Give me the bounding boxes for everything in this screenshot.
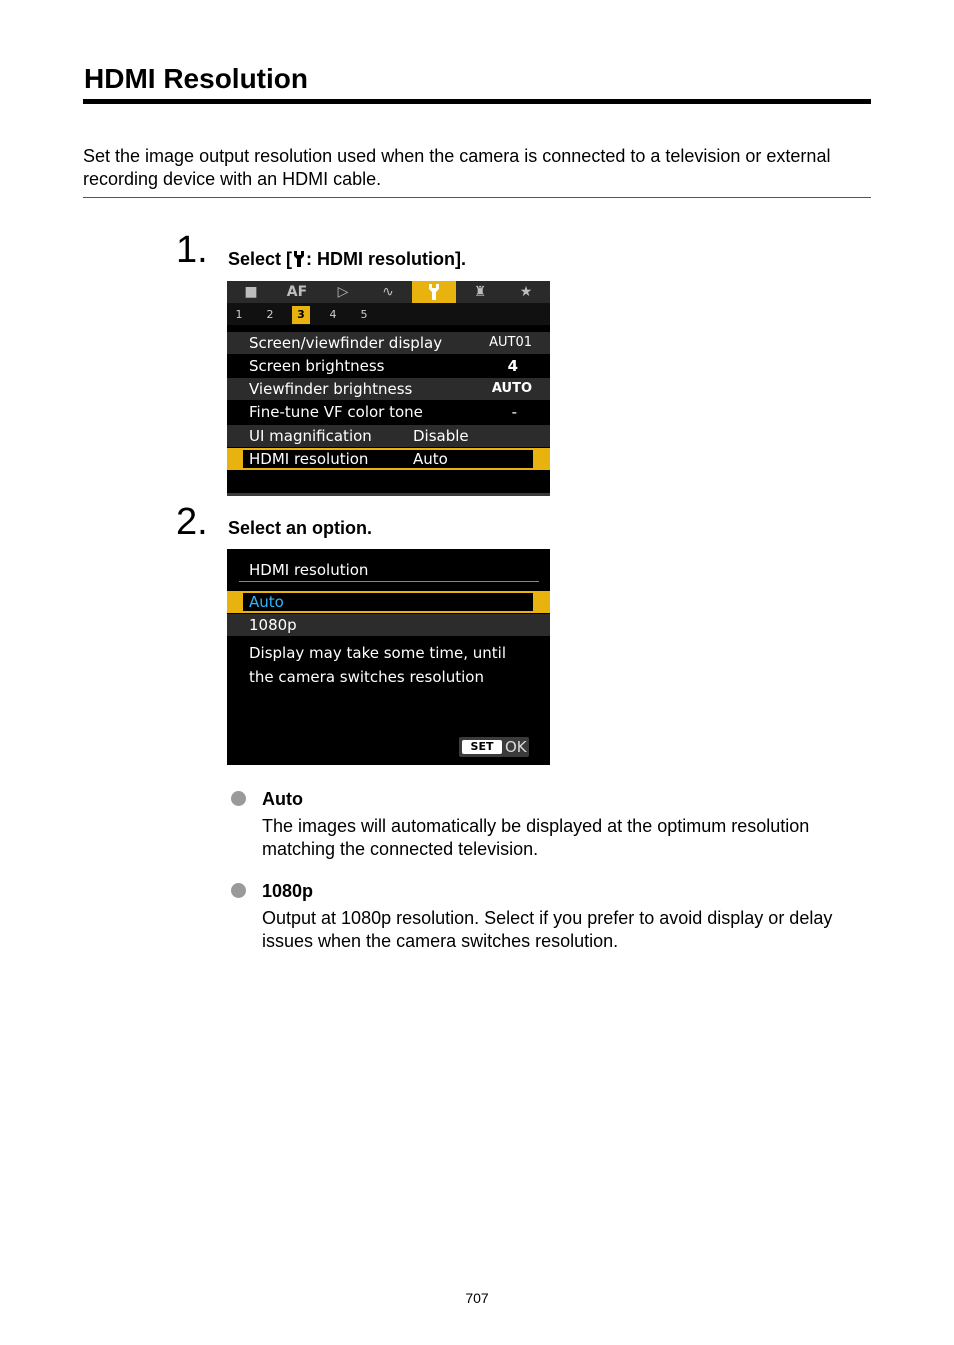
resolution-note (249, 641, 539, 689)
subtab-1[interactable]: 1 (235, 308, 243, 321)
screen-title-rule (239, 581, 539, 582)
subtab-4[interactable]: 4 (329, 308, 337, 321)
ok-label: OK (505, 738, 527, 756)
menu-subtabs (227, 303, 550, 325)
menu-item-viewfinder-brightness[interactable] (227, 378, 550, 400)
title-rule (83, 99, 871, 104)
page-number: 707 (465, 1290, 489, 1306)
bullet-icon (231, 791, 246, 806)
menu-item-value: AUTO (491, 381, 532, 396)
option-1080p-heading: 1080p (262, 881, 314, 901)
set-badge: SET (462, 740, 502, 754)
screen-title: HDMI resolution (249, 561, 369, 579)
note-line-1: Display may take some time, until (249, 644, 506, 662)
option-auto-description: The images will automatically be displayed at the optimum resolution matching the connected television. (262, 816, 810, 859)
menu-item-label: Screen brightness (249, 357, 385, 375)
playback-icon[interactable]: ▷ (337, 284, 349, 300)
menu-item-fine-tune-vf-color-tone[interactable] (227, 401, 550, 423)
selection-inner (243, 593, 533, 611)
menu-item-value: - (511, 403, 517, 421)
option-label: 1080p (249, 616, 297, 634)
menu-item-hdmi-resolution[interactable] (227, 448, 550, 470)
custom-icon[interactable]: ♜ (473, 284, 487, 300)
wrench-icon[interactable] (412, 281, 456, 303)
menu-item-screen-brightness[interactable] (227, 355, 550, 377)
page-title: HDMI Resolution (84, 63, 308, 94)
option-auto-heading: Auto (262, 789, 303, 809)
step-1-text (228, 248, 466, 270)
menu-item-value: Disable (413, 427, 469, 445)
subtab-2[interactable]: 2 (266, 308, 274, 321)
bullet-icon (231, 883, 246, 898)
menu-item-value: AUT01 (489, 335, 532, 350)
option-1080p-description: Output at 1080p resolution. Select if you prefer to avoid display or delay issues when the camera switches resolution. (262, 908, 833, 951)
af-tab[interactable]: AF (286, 284, 308, 300)
wave-icon[interactable]: ∿ (382, 284, 394, 300)
option-label: Auto (249, 593, 284, 611)
wrench-icon (292, 250, 306, 268)
subtab-3[interactable]: 3 (292, 306, 310, 324)
note-line-2: the camera switches resolution (249, 668, 484, 686)
menu-item-value: 4 (507, 357, 518, 375)
menu-item-label: Screen/viewfinder display (249, 334, 443, 352)
camera-menu-screen (227, 281, 550, 496)
intro-text: Set the image output resolution used when the camera is connected to a television or external recording device with an HDMI cable. (83, 146, 831, 189)
menu-item-screen-viewfinder-display[interactable] (227, 332, 550, 354)
menu-item-label: Fine-tune VF color tone (249, 403, 423, 421)
menu-item-value: Auto (413, 450, 448, 468)
intro-rule (83, 197, 871, 198)
menu-item-label: UI magnification (249, 427, 372, 445)
step-1-text-after: : HDMI resolution]. (306, 249, 467, 269)
menu-item-label: HDMI resolution (249, 450, 369, 468)
subtab-5[interactable]: 5 (360, 308, 368, 321)
hdmi-resolution-screen (227, 549, 550, 765)
menu-tab-bar (227, 281, 550, 303)
wrench-tab-glyph (427, 283, 441, 301)
step-1-text-before: Select [ (228, 249, 293, 269)
menu-item-ui-magnification[interactable] (227, 425, 550, 447)
menu-item-label: Viewfinder brightness (249, 380, 413, 398)
option-1080p[interactable] (227, 614, 550, 636)
option-auto[interactable] (227, 591, 550, 613)
step-2-number: 2. (176, 501, 208, 543)
set-ok-button[interactable] (459, 737, 529, 757)
star-icon[interactable]: ★ (519, 284, 533, 300)
camera-icon[interactable]: ■ (244, 284, 258, 300)
step-1-number: 1. (176, 229, 208, 271)
screen-bottom-bar (227, 493, 550, 496)
step-2-text: Select an option. (228, 518, 373, 538)
